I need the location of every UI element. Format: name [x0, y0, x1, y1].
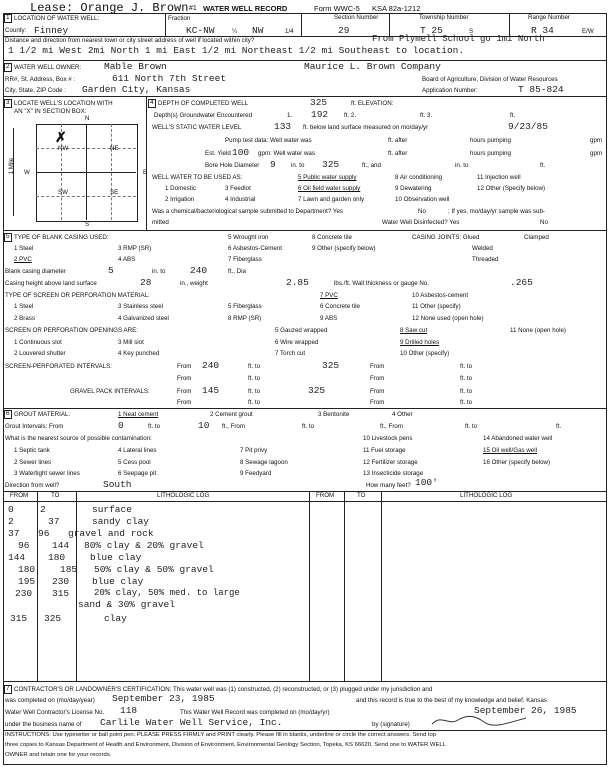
section-value: 29	[338, 25, 350, 36]
log-to: 325	[44, 613, 62, 624]
log-from: 180	[18, 564, 36, 575]
casing-pvc-selected[interactable]: 2 PVC	[14, 256, 32, 263]
contam-oil-gas-well[interactable]: 15 Oil well/Gas well	[483, 447, 537, 454]
section-number-label: Section Number	[334, 14, 379, 21]
log-from: 2	[8, 516, 14, 527]
log-from: 195	[18, 576, 36, 587]
range-dir: E/W	[582, 28, 594, 35]
log-from: 230	[15, 588, 33, 599]
log-from: 96	[18, 540, 30, 551]
grout-label: GROUT MATERIAL:	[14, 411, 71, 418]
lease-name: Lease: Orange J. Brown	[30, 1, 189, 15]
range-value: R 34	[531, 25, 554, 36]
distance-handwritten-2: 1 1/2 mi West 2mi North 1 mi East 1/2 mi Northeast 1/2 mi Southeast to location.	[8, 45, 465, 56]
gauge-value: .265	[510, 277, 533, 288]
city-value: Garden City, Kansas	[82, 84, 191, 95]
log-from: 144	[8, 552, 26, 563]
disinfect-label: Water Well Disinfected? Yes	[382, 219, 460, 226]
bore-label: Bore Hole Diameter	[205, 162, 260, 169]
compass-w: W	[24, 169, 30, 176]
use-public-water-supply[interactable]: 5 Public water supply	[298, 174, 357, 181]
well-number: #1	[189, 5, 197, 12]
license-number: 118	[120, 705, 138, 716]
log-to: 315	[52, 588, 70, 599]
log-to: 180	[48, 552, 66, 563]
section-1-label: LOCATION OF WATER WELL:	[14, 15, 100, 22]
casing-depth-value: 240	[190, 265, 208, 276]
township-dir: S	[469, 28, 474, 35]
compass-n: N	[85, 115, 90, 122]
quadrant-sw: SW	[58, 189, 68, 196]
locate-label-2: AN "X" IN SECTION BOX:	[14, 108, 87, 115]
distance-label: Distance and direction from nearest town or city street address of well if located within city?	[5, 37, 255, 44]
log-desc: clay	[104, 613, 127, 624]
range-number-label: Range Number	[528, 14, 570, 21]
mile-label: 1 Mile	[8, 157, 16, 175]
log-desc: 80% clay & 20% gravel	[84, 540, 204, 551]
county-value: Finney	[34, 25, 69, 36]
quadrant-se: SE	[110, 189, 119, 196]
section-5-number: 5	[6, 233, 10, 240]
grout-intervals-label: Grout Intervals: From	[5, 423, 64, 430]
city-label: City, State, ZIP Code :	[5, 87, 66, 94]
log-header-to: TO	[51, 492, 60, 499]
certification-text: CONTRACTOR'S OR LANDOWNER'S CERTIFICATION: This water well was (1) constructed, (2) reconstructed, or (3) plugged under my jurisdiction and	[14, 686, 433, 693]
quarter-mark-1: ¼	[232, 28, 238, 35]
gravel-label: GRAVEL PACK INTERVALS:	[70, 388, 150, 395]
how-many-feet-label: How many feet?	[366, 482, 411, 489]
application-value: T 85-824	[518, 84, 564, 95]
township-value: T 25	[420, 25, 443, 36]
groundwater-label: Depth(s) Groundwater Encountered	[154, 112, 253, 119]
log-to: 144	[52, 540, 70, 551]
depth-label: DEPTH OF COMPLETED WELL	[158, 100, 249, 107]
openings-saw-cut[interactable]: 8 Saw cut	[400, 327, 428, 334]
casing-height-value: 28	[140, 277, 152, 288]
static-label: WELL'S STATIC WATER LEVEL	[152, 124, 242, 131]
well-location-x-mark: ✗	[55, 129, 67, 145]
street-value: 611 North 7th Street	[112, 73, 227, 84]
quarter-mark-2: 1/4	[285, 28, 294, 35]
casing-weight-value: 2.85	[286, 277, 309, 288]
groundwater-value: 192	[311, 109, 329, 120]
signature-image	[430, 712, 530, 728]
compass-s: S	[85, 221, 90, 228]
yield-label: Est. Yield	[205, 150, 231, 157]
section-2-number: 2	[6, 63, 10, 70]
log-desc: blue clay	[92, 576, 144, 587]
direction-label: Direction from well?	[5, 482, 60, 489]
section-7-number: 7	[6, 685, 10, 692]
log-to: 185	[60, 564, 78, 575]
bore-depth-value: 325	[322, 159, 340, 170]
contamination-label: What is the nearest source of possible contamination:	[5, 435, 152, 442]
instructions-line-3: OWNER and retain one for your records.	[5, 752, 112, 758]
fraction-label: Fraction	[168, 15, 191, 22]
section-grid	[36, 124, 138, 222]
casing-diameter-label: Blank casing diameter	[5, 268, 66, 275]
log-header-lithologic: LITHOLOGIC LOG	[157, 492, 210, 499]
bore-value: 9	[270, 159, 276, 170]
log-desc: sand & 30% gravel	[78, 599, 175, 610]
ksa-ref: KSA 82a-1212	[372, 4, 421, 13]
company-value: Maurice L. Brown Company	[304, 61, 441, 72]
section-1-number: 1	[6, 14, 10, 21]
form-title: WATER WELL RECORD	[203, 4, 288, 13]
openings-label: SCREEN OR PERFORATION OPENINGS ARE:	[5, 327, 138, 334]
static-value: 133	[274, 121, 292, 132]
grout-to-value: 10	[198, 420, 210, 431]
quarter-value: NW	[252, 25, 264, 36]
use-oil-field[interactable]: 6 Oil field water supply	[298, 185, 361, 192]
section-3-number: 3	[6, 99, 10, 106]
township-number-label: Township Number	[419, 14, 469, 21]
gravel-to-value: 325	[308, 385, 326, 396]
street-label: RR#, St. Address, Box # :	[5, 76, 76, 83]
log-to: 2	[40, 504, 46, 515]
log-to: 96	[38, 528, 50, 539]
grout-from-value: 0	[118, 420, 124, 431]
record-date: September 26, 1985	[474, 705, 577, 716]
casing-diameter-value: 5	[108, 265, 114, 276]
direction-value: South	[103, 479, 132, 490]
county-label: County:	[5, 27, 27, 34]
log-to: 230	[52, 576, 70, 587]
log-to: 37	[48, 516, 60, 527]
fraction-value: KC-NW	[186, 25, 215, 36]
depth-value: 325	[310, 97, 328, 108]
instructions-line-1: INSTRUCTIONS: Use typewriter or ball point pen. PLEASE PRESS FIRMLY and PRINT clearly. Please fill in blanks, underline or circle the correct answers. Send top	[5, 732, 437, 738]
grout-neat-cement[interactable]: 1 Neat cement	[118, 411, 159, 418]
quadrant-nw: NW	[58, 145, 69, 152]
perf-from-value: 240	[202, 360, 220, 371]
compass-e: E	[143, 169, 148, 176]
log-header-from: FROM	[10, 492, 29, 499]
openings-drilled-holes[interactable]: 9 Drilled holes	[400, 339, 440, 346]
section-4-number: 4	[150, 99, 154, 106]
log-from: 37	[8, 528, 20, 539]
chem-question: Was a chemical/bacteriological sample submitted to Department? Yes	[152, 208, 343, 215]
log-from: 0	[8, 504, 14, 515]
log-desc: 50% clay & 50% gravel	[94, 564, 214, 575]
elevation-label: ft. ELEVATION:	[351, 100, 394, 107]
owner-label: WATER WELL OWNER:	[14, 64, 82, 71]
log-desc: gravel and rock	[68, 528, 154, 539]
perf-to-value: 325	[322, 360, 340, 371]
yield-value: 100	[232, 147, 250, 158]
log-desc: surface	[92, 504, 132, 515]
log-from: 315	[10, 613, 28, 624]
use-label: WELL WATER TO BE USED AS:	[152, 174, 243, 181]
instructions-line-2: three copies to Kansas Department of Health and Environment, Division of Environment, Environmental Geology Section, Topeka, KS 66620. Send one to WATER WELL	[5, 742, 446, 748]
how-many-feet-value: 100'	[415, 477, 438, 488]
quadrant-ne: NE	[110, 145, 119, 152]
static-date: 9/23/85	[508, 121, 548, 132]
section-6-number: 6	[6, 410, 10, 417]
completed-date: September 23, 1985	[112, 693, 215, 704]
casing-label: TYPE OF BLANK CASING USED:	[14, 234, 109, 241]
pump-label: Pump test data: Well water was	[225, 137, 312, 144]
screen-pvc-selected[interactable]: 7 PVC	[320, 292, 338, 299]
form-number: Form WWC-5	[314, 4, 360, 13]
board-label: Board of Agriculture, Division of Water Resources	[422, 76, 558, 83]
log-desc: 20% clay, 50% med. to large	[94, 588, 240, 598]
owner-value: Mable Brown	[104, 61, 167, 72]
locate-label-1: LOCATE WELL'S LOCATION WITH	[14, 100, 113, 107]
application-label: Application Number:	[422, 87, 478, 94]
casing-height-label: Casing height above land surface	[5, 280, 97, 287]
static-tail: ft. below land surface measured on mo/day/yr	[303, 124, 429, 131]
screen-label: TYPE OF SCREEN OR PERFORATION MATERIAL:	[5, 292, 150, 299]
log-desc: blue clay	[90, 552, 142, 563]
log-desc: sandy clay	[92, 516, 150, 527]
perforated-label: SCREEN-PERFORATED INTERVALS:	[5, 363, 112, 370]
distance-handwritten-1: From Plymell School go 1mi North	[372, 34, 545, 44]
gravel-from-value: 145	[202, 385, 220, 396]
business-name: Carlile Water Well Service, Inc.	[100, 717, 283, 728]
